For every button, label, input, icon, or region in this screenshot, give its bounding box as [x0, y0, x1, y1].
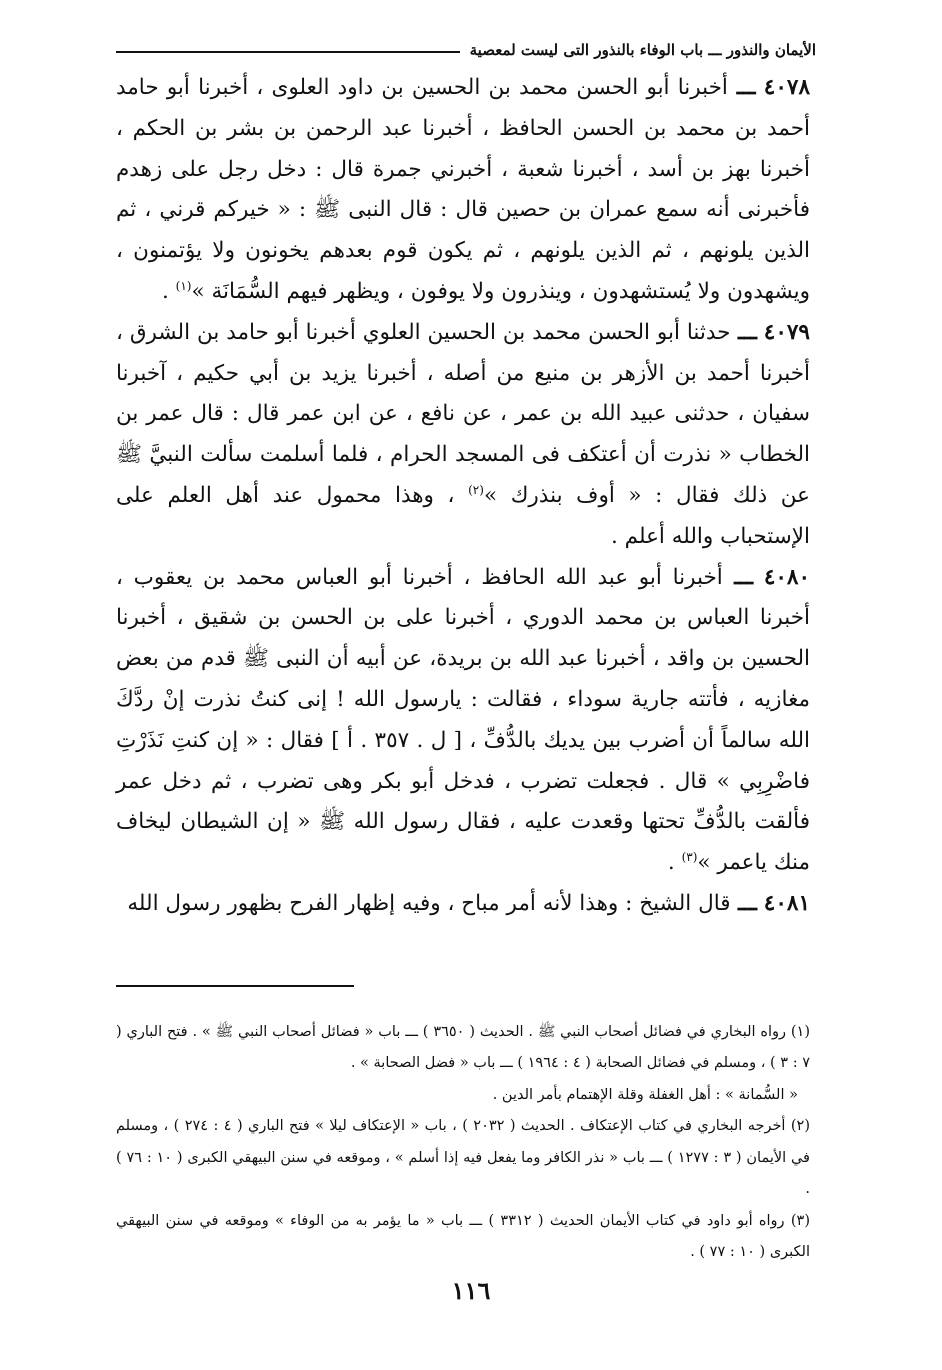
footnote-marker: (١)	[790, 1023, 811, 1040]
hadith-number: ٤٠٧٨	[763, 75, 810, 100]
number-dash: ـــ	[730, 319, 757, 345]
hadith-paragraph	[116, 558, 810, 884]
running-header	[116, 38, 816, 62]
number-dash: ـــ	[730, 890, 757, 916]
footnote-text: رواه البخاري في فضائل أصحاب النبي ﷺ . الحديث ( ٣٦٥٠ ) ـــ باب « فضائل أصحاب النبي ﷺ » . فتح الباري ( ٧ : ٣ ) ، ومسلم في فضائل الصحابة ( ٤ : ١٩٦٤ ) ـــ باب « فضل الصحابة » .	[116, 1023, 810, 1072]
footnote-ref: (٢)	[468, 482, 484, 497]
footnote-marker: (٣)	[790, 1212, 810, 1229]
running-header-title: الأيمان والنذور ـــ باب الوفاء بالنذور التى ليست لمعصية	[469, 41, 816, 59]
footnote-text: رواه أبو داود في كتاب الأيمان الحديث ( ٣٣١٢ ) ـــ باب « ما يؤمر به من الوفاء » وموقعه في سنن البيهقي الكبرى ( ١٠ : ٧٧ ) .	[116, 1212, 810, 1261]
footnote-ref: (٣)	[681, 849, 698, 864]
footnote-item	[116, 1206, 810, 1269]
footnote-text: أخرجه البخاري في كتاب الإعتكاف . الحديث ( ٢٠٣٢ ) ، باب « الإعتكاف ليلا » فتح الباري ( ٤ : ٢٧٤ ) ، ومسلم في الأيمان ( ٣ : ١٢٧٧ ) ـــ باب « نذر الكافر وما يفعل فيه إذا أسلم » ، وموقعه في سنن البيهقي الكبرى ( ١٠ : ٧٦ ) .	[116, 1118, 810, 1198]
hadith-number: ٤٠٧٩	[763, 319, 810, 345]
hadith-tail: ، وهذا محمول عند أهل العلم على الإستحباب والله أعلم .	[116, 482, 810, 549]
footnote-gloss: « السُّمانة » : أهل الغفلة وقلة الإهتمام بأمر الدين .	[492, 1086, 798, 1103]
footnote-marker: (٢)	[790, 1118, 810, 1135]
header-rule	[116, 51, 460, 53]
hadith-text: أخبرنا أبو عبد الله الحافظ ، أخبرنا أبو العباس محمد بن يعقوب ، أخبرنا العباس بن محمد الدوري ، أخبرنا على بن الحسن بن شقيق ، أخبرنا الحسين بن واقد ، أخبرنا عبد الله بن بريدة، عن أبيه أن النبى ﷺ قدم من بعض مغازيه ، فأتته جارية سوداء ، فقالت : يارسول الله ! إنى كنتُ نذرت إنْ ردَّكَ الله سالماً أن أضرب بين يديك بالدُّفِّ ، [ ل . ٣٥٧ . أ ] فقال : « إن كنتِ نَذَرْتِ فاضْرِبِي » قال . فجعلت تضرب ، فدخل أبو بكر وهى تضرب ، ثم دخل عمر فألقت بالدُّفِّ تحتها وقعدت عليه ، فقال رسول الله ﷺ « إن الشيطان ليخاف منك ياعمر »	[116, 564, 810, 876]
hadith-tail: .	[667, 850, 682, 876]
hadith-number: ٤٠٨١	[763, 890, 810, 916]
hadith-paragraph	[116, 884, 810, 925]
hadith-tail: .	[161, 278, 176, 304]
footnote-item	[116, 1017, 810, 1080]
number-dash: ـــ	[722, 564, 754, 590]
footnote-item	[116, 1111, 810, 1206]
footnote-separator	[116, 985, 810, 987]
footnote-ref: (١)	[175, 278, 192, 293]
hadith-text: حدثنا أبو الحسن محمد بن الحسين العلوي أخبرنا أبو حامد بن الشرق ، أخبرنا أحمد بن الأزهر بن منيع من أصله ، أخبرنا يزيد بن أبي حكيم ، آخبرنا سفيان ، حدثنى عبيد الله بن عمر ، عن نافع ، عن ابن عمر قال : قال عمر بن الخطاب « نذرت أن أعتكف فى المسجد الحرام ، فلما أسلمت سألت النبيَّ ﷺ عن ذلك فقال : « أوف بنذرك »	[116, 319, 810, 508]
hadith-paragraph	[116, 313, 810, 558]
hadith-text: أخبرنا أبو الحسن محمد بن الحسين بن داود العلوى ، أخبرنا أبو حامد أحمد بن محمد بن الحسن الحافظ ، أخبرنا عبد الرحمن بن بشر بن الحكم ، أخبرنا بهز بن أسد ، أخبرنا شعبة ، أخبرني جمرة قال : دخل رجل على زهدم فأخبرنى أنه سمع عمران بن حصين قال : قال النبى ﷺ : « خيركم قرني ، ثم الذين يلونهم ، ثم الذين يلونهم ، ثم يكون قوم بعدهم يخونون ولا يؤتمنون ، ويشهدون ولا يُستشهدون ، وينذرون ولا يوفون ، ويظهر فيهم السُّمَانَة »	[116, 75, 810, 304]
hadith-number: ٤٠٨٠	[763, 564, 811, 590]
hadith-text: قال الشيخ : وهذا لأنه أمر مباح ، وفيه إظهار الفرح بظهور رسول الله	[127, 890, 731, 916]
footnotes	[116, 1017, 810, 1269]
page-number: ١١٦	[451, 1276, 491, 1305]
main-text	[116, 68, 810, 925]
number-dash: ـــ	[727, 75, 756, 100]
hadith-paragraph	[116, 68, 810, 313]
footnote-rule	[116, 985, 354, 987]
